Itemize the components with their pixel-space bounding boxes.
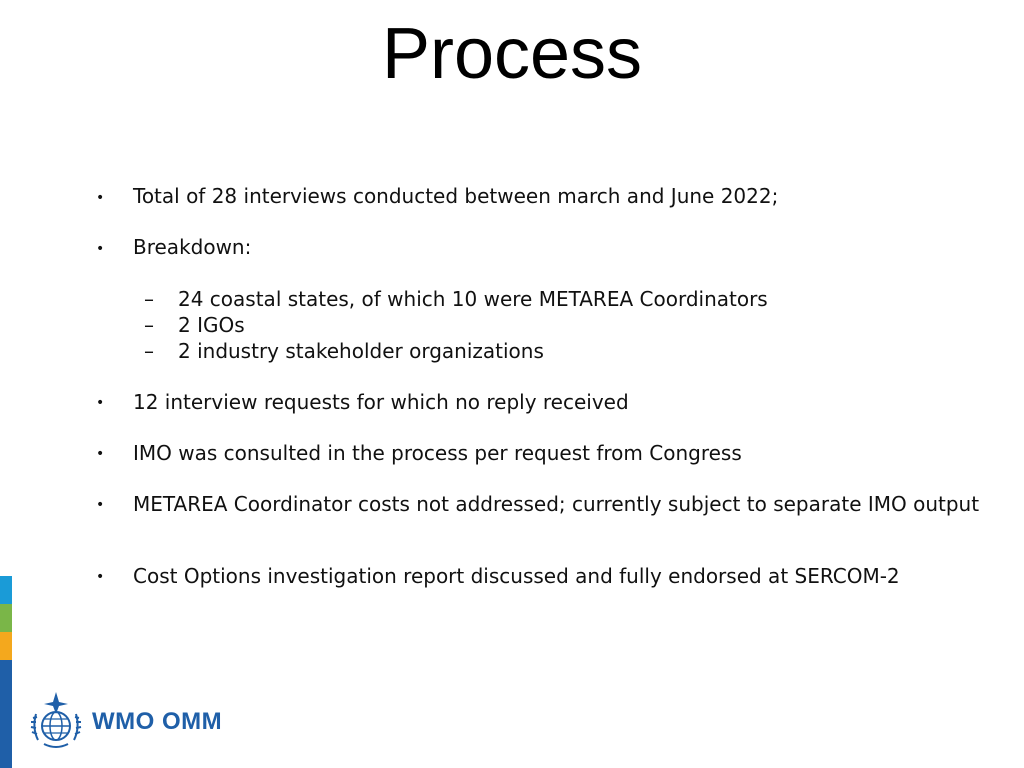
sub-bullet-marker: – [144,313,154,337]
bullet-text: 12 interview requests for which no reply received [133,390,629,414]
bullet-marker: • [96,446,105,462]
sub-bullet-marker: – [144,339,154,363]
sub-bullet-text: 2 IGOs [178,313,245,337]
accent-stripe-blue [0,660,12,768]
wmo-emblem-icon [28,690,84,754]
sub-bullet-text: 2 industry stakeholder organizations [178,339,544,363]
bullet-text: Total of 28 interviews conducted between march and June 2022; [133,184,779,208]
bullet-marker: • [96,395,105,411]
logo-text: WMO OMM [92,708,223,735]
bullet-marker: • [96,497,105,513]
accent-stripe-orange [0,632,12,660]
bullet-text: Cost Options investigation report discussed and fully endorsed at SERCOM-2 [133,564,900,588]
bullet-text: IMO was consulted in the process per request from Congress [133,441,742,465]
accent-stripe-cyan [0,576,12,604]
sub-bullet-marker: – [144,287,154,311]
bullet-marker: • [96,569,105,585]
bullet-text: METAREA Coordinator costs not addressed; currently subject to separate IMO output [133,492,980,516]
slide-title: Process [381,14,643,94]
sub-bullet-text: 24 coastal states, of which 10 were METAREA Coordinators [178,287,768,311]
bullet-marker: • [96,190,105,206]
bullet-text: Breakdown: [133,235,252,259]
bullet-marker: • [96,241,105,257]
wmo-logo [28,690,228,754]
accent-stripe-green [0,604,12,632]
